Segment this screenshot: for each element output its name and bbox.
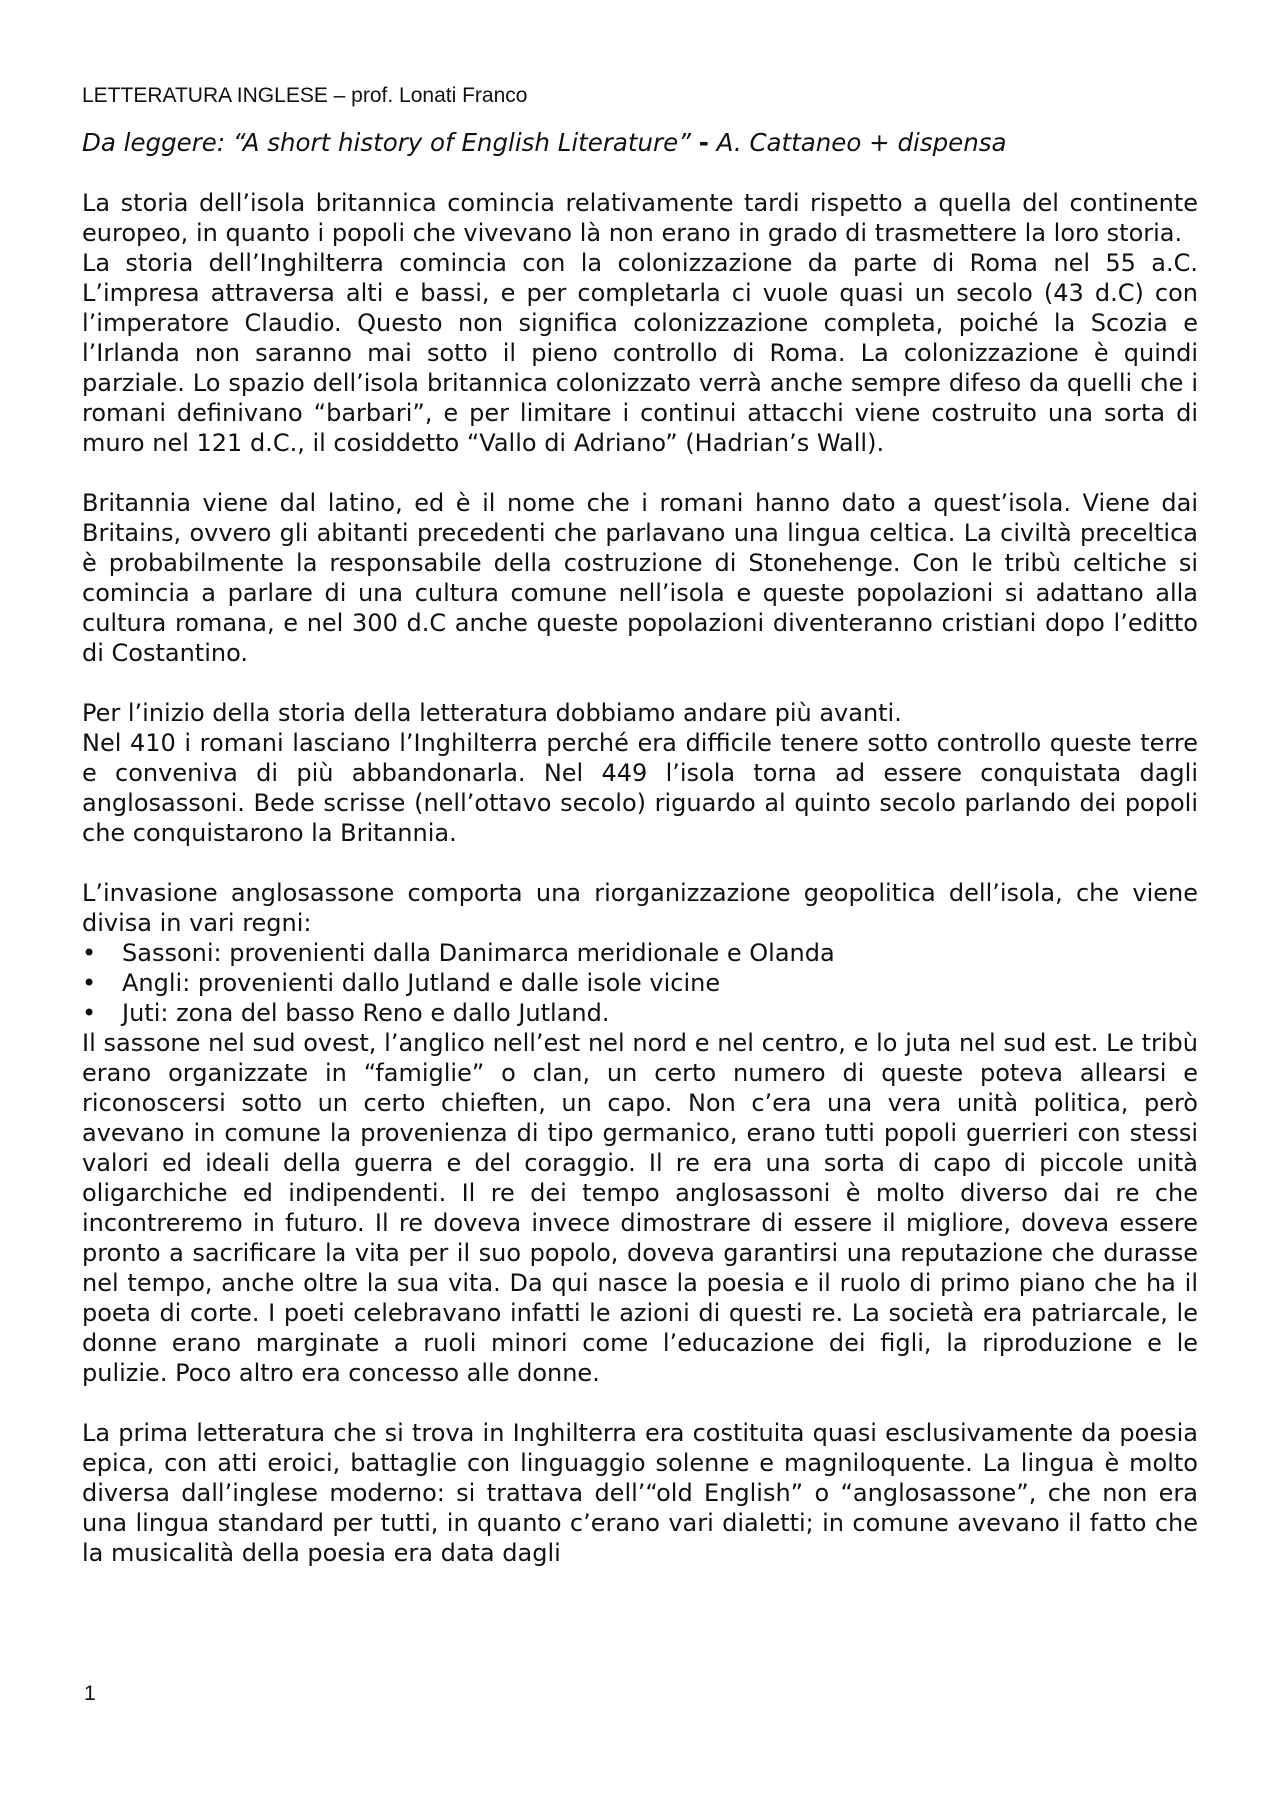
paragraph: La storia dell’Inghilterra comincia con la colonizzazione da parte di Roma nel 55 a.C. L’impresa attraversa alti e bassi, e per completarla ci vuole quasi un secolo (43 d.C) con l’imperatore Claudio. Questo non significa colonizzazione completa, poiché la Scozia e l’Irlanda non saranno mai sotto il pieno controllo di Roma. La colonizzazione è quindi parziale. Lo spazio dell’isola britannica colonizzato verrà anche sempre difeso da quelli che i romani definivano “barbari”, e per limitare i continui attacchi viene costruito una sorta di muro nel 121 d.C., il cosiddetto “Vallo di Adriano” (Hadrian’s Wall).	[82, 249, 1198, 457]
bullet-icon: •	[82, 999, 97, 1027]
paragraph: Nel 410 i romani lasciano l’Inghilterra perché era difficile tenere sotto controllo queste terre e conveniva di più abbandonarla. Nel 449 l’isola torna ad essere conquistata dagli anglosassoni. Bede scrisse (nell’ottavo secolo) riguardo al quinto secolo parlando dei popoli che conquistarono la Britannia.	[82, 729, 1198, 847]
reading-note-text: Da leggere: “A short history of English Literature”	[82, 128, 699, 157]
list-item-text: Juti: zona del basso Reno e dallo Jutland.	[122, 999, 610, 1027]
page-number: 1	[84, 1682, 96, 1705]
list-item	[82, 968, 1198, 998]
paragraph: Britannia viene dal latino, ed è il nome che i romani hanno dato a quest’isola. Viene dai Britains, ovvero gli abitanti precedenti che parlavano una lingua celtica. La civiltà preceltica è probabilmente la responsabile della costruzione di Stonehenge. Con le tribù celtiche si comincia a parlare di una cultura comune nell’isola e queste popolazioni si adattano alla cultura romana, e nel 300 d.C anche queste popolazioni diventeranno cristiani dopo l’editto di Costantino.	[82, 489, 1198, 667]
document-body	[82, 188, 1198, 1568]
list-item	[82, 938, 1198, 968]
bullet-icon: •	[82, 939, 97, 967]
course-header: LETTERATURA INGLESE – prof. Lonati Franco	[82, 84, 528, 107]
paragraph: Per l’inizio della storia della letteratura dobbiamo andare più avanti.	[82, 699, 902, 727]
paragraph: Il sassone nel sud ovest, l’anglico nell’est nel nord e nel centro, e lo juta nel sud est. Le tribù erano organizzate in “famiglie” o clan, un certo numero di queste poteva allearsi e riconoscersi sotto un certo chieften, un capo. Non c’era una vera unità politica, però avevano in comune la provenienza di tipo germanico, erano tutti popoli guerrieri con stessi valori ed ideali della guerra e del coraggio. Il re era una sorta di capo di piccole unità oligarchiche ed indipendenti. Il re dei tempo anglosassoni è molto diverso dai re che incontreremo in futuro. Il re doveva invece dimostrare di essere il migliore, doveva essere pronto a sacrificare la vita per il suo popolo, doveva garantirsi una reputazione che durasse nel tempo, anche oltre la sua vita. Da qui nasce la poesia e il ruolo di primo piano che ha il poeta di corte. I poeti celebravano infatti le azioni di questi re. La società era patriarcale, le donne erano marginate a ruoli minori come l’educazione dei figli, la riproduzione e le pulizie. Poco altro era concesso alle donne.	[82, 1029, 1198, 1387]
paragraph: La storia dell’isola britannica comincia relativamente tardi rispetto a quella del continente europeo, in quanto i popoli che vivevano là non erano in grado di trasmettere la loro storia.	[82, 189, 1198, 247]
list-item-text: Sassoni: provenienti dalla Danimarca meridionale e Olanda	[122, 939, 835, 967]
reading-note	[82, 128, 1007, 157]
reading-note-separator: -	[698, 128, 709, 157]
reading-note-author: A. Cattaneo + dispensa	[708, 128, 1007, 157]
bullet-icon: •	[82, 969, 97, 997]
paragraph: La prima letteratura che si trova in Inghilterra era costituita quasi esclusivamente da poesia epica, con atti eroici, battaglie con linguaggio solenne e magniloquente. La lingua è molto diversa dall’inglese moderno: si trattava dell’“old English” o “anglosassone”, che non era una lingua standard per tutti, in quanto c’erano vari dialetti; in comune avevano il fatto che la musicalità della poesia era data dagli	[82, 1419, 1198, 1567]
list-item-text: Angli: provenienti dallo Jutland e dalle isole vicine	[122, 969, 721, 997]
kingdoms-list	[82, 938, 1198, 1028]
list-item	[82, 998, 1198, 1028]
paragraph: L’invasione anglosassone comporta una riorganizzazione geopolitica dell’isola, che viene divisa in vari regni:	[82, 879, 1198, 937]
